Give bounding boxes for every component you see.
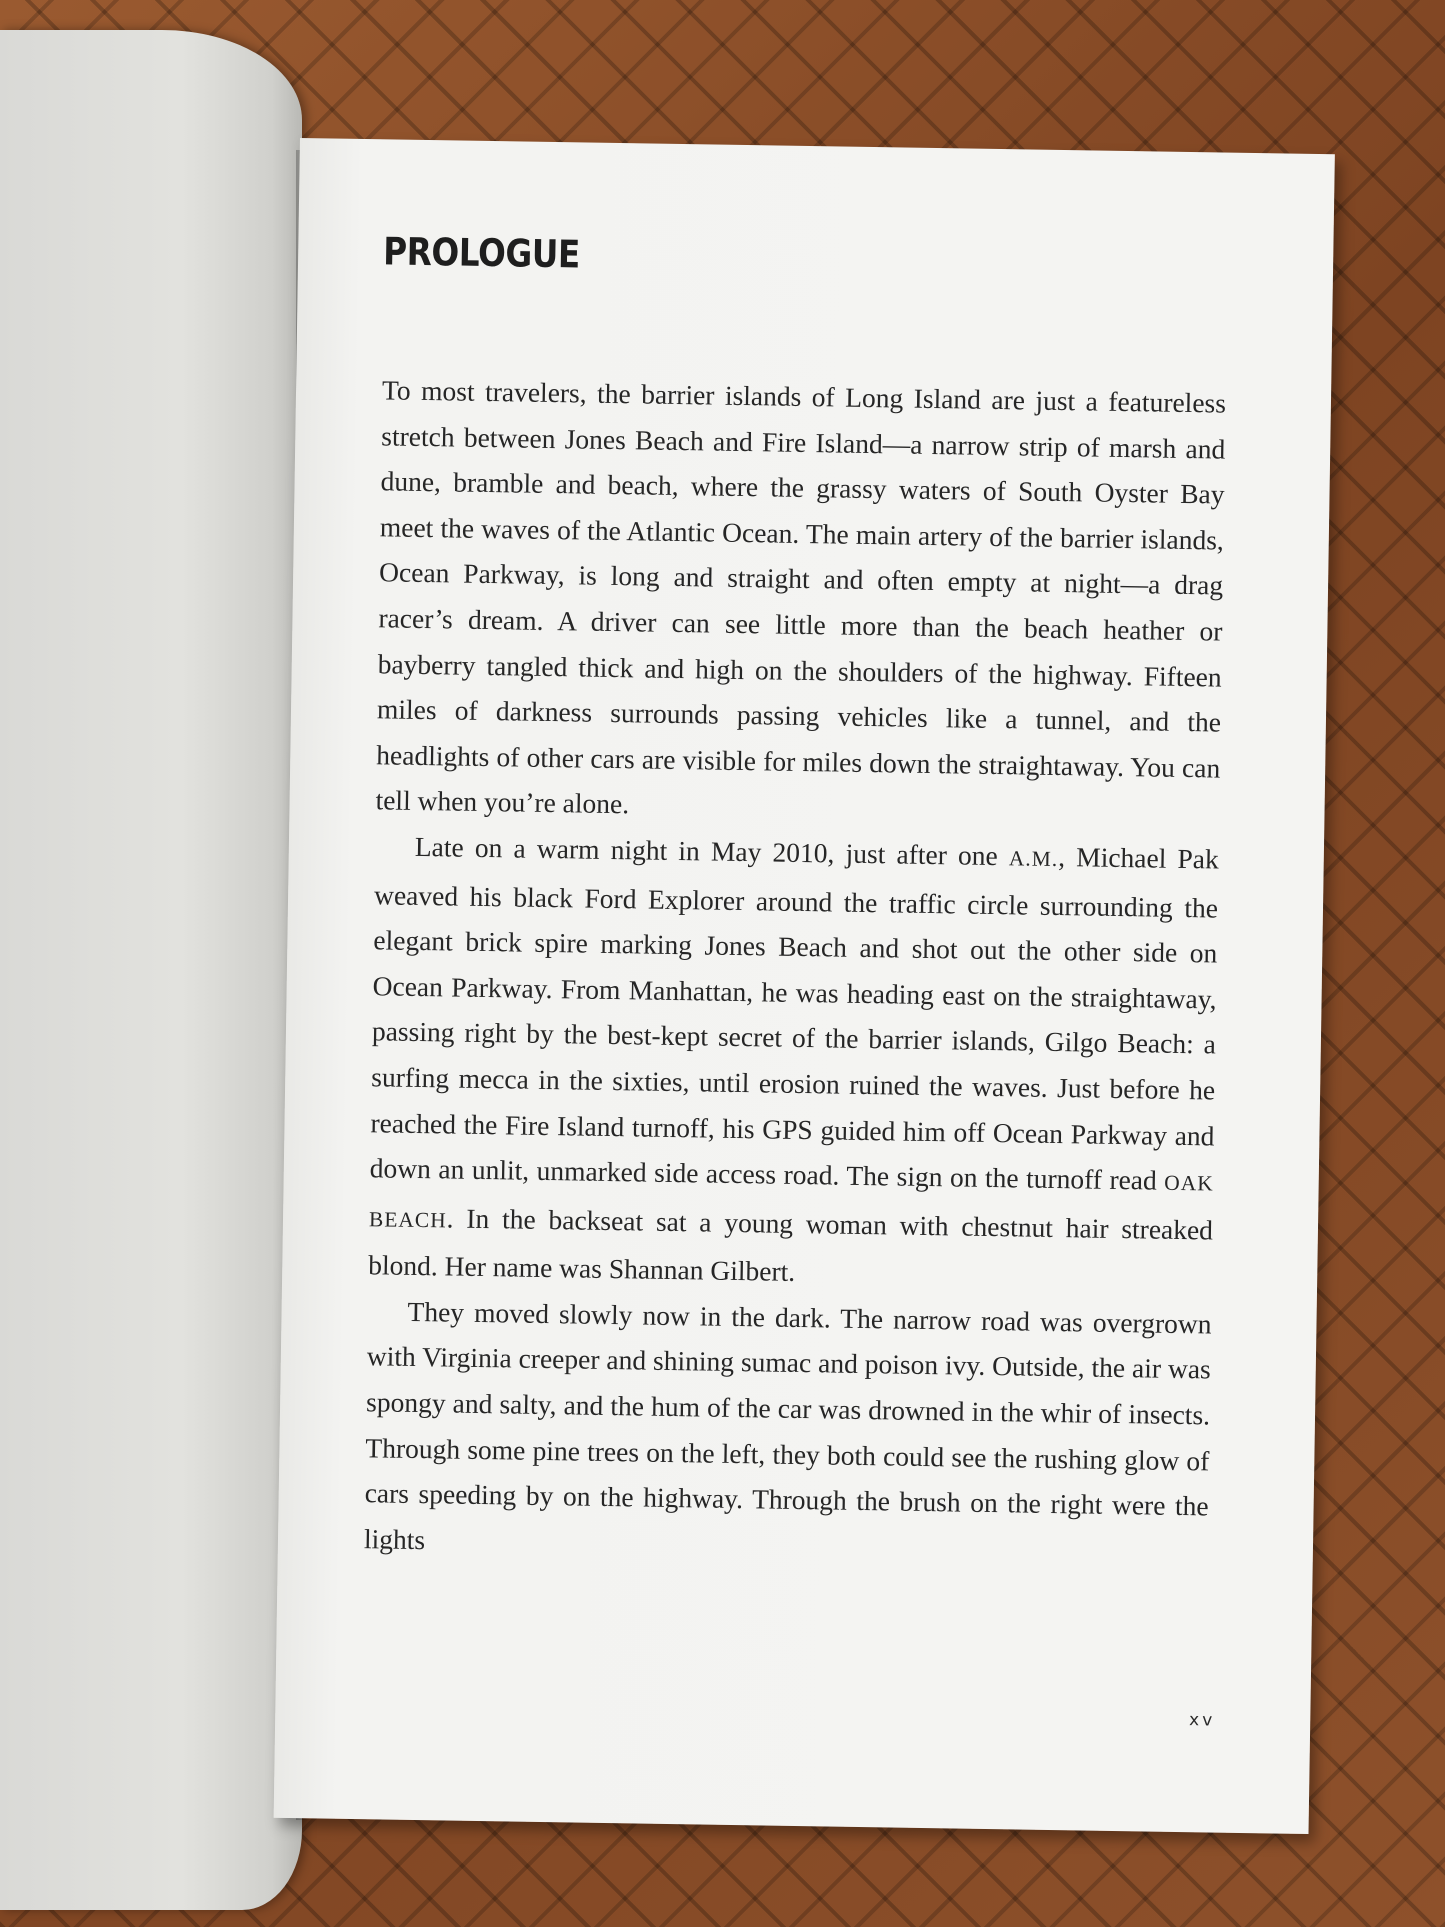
chapter-heading: PROLOGUE [382,229,581,277]
paragraph-2-part-2: , Michael Pak weaved his black Ford Explorer around the traffic circle surrounding the elegant brick spire marking Jones Beach and shot out the other side on Ocean Parkway. From Manhattan, he was heading east on the straightaway, passing right by the best-kept secret of the barrier islands, Gilgo Beach: a surfing mecca in the sixties, until erosion ruined the waves. Just before he reached the Fire Island turnoff, his GPS guided him off Ocean Parkway and down an unlit, unmarked side access road. The sign on the turnoff read [369,840,1220,1196]
paragraph-3: They moved slowly now in the dark. The narrow road was overgrown with Virginia creeper and shining sumac and poison ivy. Outside, the air was spongy and salty, and the hum of the car was drowned in the whir of insects. Through some pine trees on the left, they both could see the rushing glow of cars speeding by on the highway. Through the brush on the right were the lights [363,1295,1212,1555]
paragraph-2-part-1: Late on a warm night in May 2010, just after one [414,830,1010,872]
paragraph-2-part-3: . In the backseat sat a young woman with chestnut hair streaked blond. Her name was Shannan Gilbert. [368,1202,1214,1288]
time-small-caps: A.M. [1008,846,1059,871]
paragraph-2 [368,823,1219,1301]
body-text [364,367,1227,1575]
paragraph-1: To most travelers, the barrier islands of Long Island are just a featureless stretch between Jones Beach and Fire Island—a narrow strip of marsh and dune, bramble and beach, where the grassy waters of South Oyster Bay meet the waves of the Atlantic Ocean. The main artery of the barrier islands, Ocean Parkway, is long and straight and often empty at night—a drag racer’s dream. A driver can see little more than the beach heather or bayberry tangled thick and high on the shoulders of the highway. Fifteen miles of darkness surrounds passing vehicles like a tunnel, and the headlights of other cars are visible for miles down the straightaway. You can tell when you’re alone. [375,374,1227,820]
page-number: xv [1188,1710,1216,1731]
sign-small-caps: OAK BEACH [368,1170,1214,1233]
left-page [0,30,302,1910]
right-page [274,138,1335,1834]
